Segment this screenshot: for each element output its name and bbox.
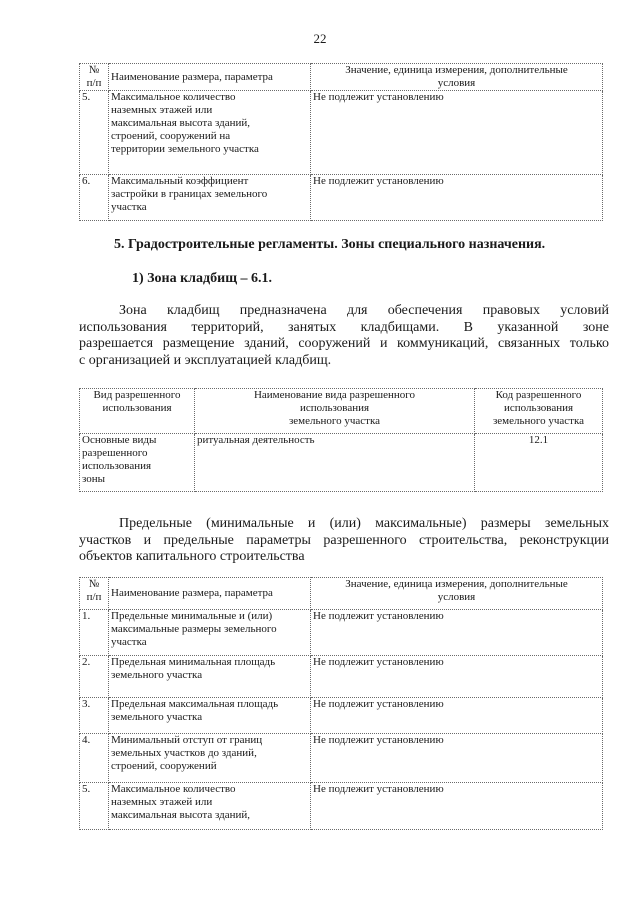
table-row bbox=[80, 91, 603, 175]
row-value: Не подлежит установлению bbox=[311, 175, 603, 221]
row-num: 1. bbox=[80, 610, 109, 656]
use-name: ритуальная деятельность bbox=[195, 434, 475, 492]
row-name: Максимальное количество наземных этажей или максимальная высота зданий, bbox=[109, 783, 311, 830]
row-num: 6. bbox=[80, 175, 109, 221]
permitted-use-table bbox=[79, 388, 603, 492]
row-name: Минимальный отступ от границ земельных участков до зданий, строений, сооружений bbox=[109, 734, 311, 783]
row-value: Не подлежит установлению bbox=[311, 698, 603, 734]
row-num: 4. bbox=[80, 734, 109, 783]
paragraph-line: объектов капитального строительства bbox=[79, 549, 305, 564]
row-value: Не подлежит установлению bbox=[311, 734, 603, 783]
header-use-kind: Вид разрешенного использования bbox=[80, 389, 195, 434]
row-value: Не подлежит установлению bbox=[311, 91, 603, 175]
paragraph-line: использования территорий, занятых кладбищами. В указанной зоне bbox=[79, 319, 609, 335]
row-name: Предельные минимальные и (или) максимальные размеры земельного участка bbox=[109, 610, 311, 656]
table-header-row bbox=[80, 389, 603, 434]
row-name: Предельная максимальная площадь земельного участка bbox=[109, 698, 311, 734]
header-value: Значение, единица измерения, дополнительные условия bbox=[311, 64, 603, 91]
page-number: 22 bbox=[313, 31, 327, 46]
parameters-table-continued bbox=[79, 63, 603, 221]
row-num: 2. bbox=[80, 656, 109, 698]
table-row bbox=[80, 734, 603, 783]
section-heading: 5. Градостроительные регламенты. Зоны специального назначения. bbox=[114, 237, 546, 252]
header-use-code: Код разрешенного использования земельного участка bbox=[475, 389, 603, 434]
table-row bbox=[80, 175, 603, 221]
row-name: Предельная минимальная площадь земельного участка bbox=[109, 656, 311, 698]
header-num: № п/п bbox=[80, 64, 109, 91]
paragraph-line: Зона кладбищ предназначена для обеспечения правовых условий bbox=[119, 303, 609, 318]
paragraph-line: Предельные (минимальные и (или) максимальные) размеры земельных bbox=[119, 516, 609, 531]
row-value: Не подлежит установлению bbox=[311, 656, 603, 698]
table-row bbox=[80, 698, 603, 734]
table-header-row bbox=[80, 64, 603, 91]
header-name: Наименование размера, параметра bbox=[109, 578, 311, 610]
row-num: 3. bbox=[80, 698, 109, 734]
header-name: Наименование размера, параметра bbox=[109, 64, 311, 91]
paragraph-line: с организацией и эксплуатацией кладбищ. bbox=[79, 352, 332, 368]
table-row bbox=[80, 783, 603, 830]
row-num: 5. bbox=[80, 783, 109, 830]
zone-description bbox=[79, 303, 609, 369]
row-value: Не подлежит установлению bbox=[311, 783, 603, 830]
zone-subheading: 1) Зона кладбищ – 6.1. bbox=[132, 271, 273, 286]
parameters-table bbox=[79, 577, 603, 830]
paragraph-line: разрешается размещение зданий, сооружений и коммуникаций, связанных только bbox=[79, 336, 609, 351]
header-use-name: Наименование вида разрешенного использования земельного участка bbox=[195, 389, 475, 434]
row-name: Максимальный коэффициент застройки в границах земельного участка bbox=[109, 175, 311, 221]
row-num: 5. bbox=[80, 91, 109, 175]
table-row bbox=[80, 434, 603, 492]
table-row bbox=[80, 610, 603, 656]
row-value: Не подлежит установлению bbox=[311, 610, 603, 656]
limits-description bbox=[79, 516, 609, 566]
use-kind: Основные виды разрешенного использования зоны bbox=[80, 434, 195, 492]
row-name: Максимальное количество наземных этажей или максимальная высота зданий, строений, сооружений на территории земельного участка bbox=[109, 91, 311, 175]
table-row bbox=[80, 656, 603, 698]
paragraph-line: участков и предельные параметры разрешенного строительства, реконструкции bbox=[79, 532, 609, 548]
table-header-row bbox=[80, 578, 603, 610]
header-num: № п/п bbox=[80, 578, 109, 610]
header-value: Значение, единица измерения, дополнительные условия bbox=[311, 578, 603, 610]
use-code: 12.1 bbox=[475, 434, 603, 492]
